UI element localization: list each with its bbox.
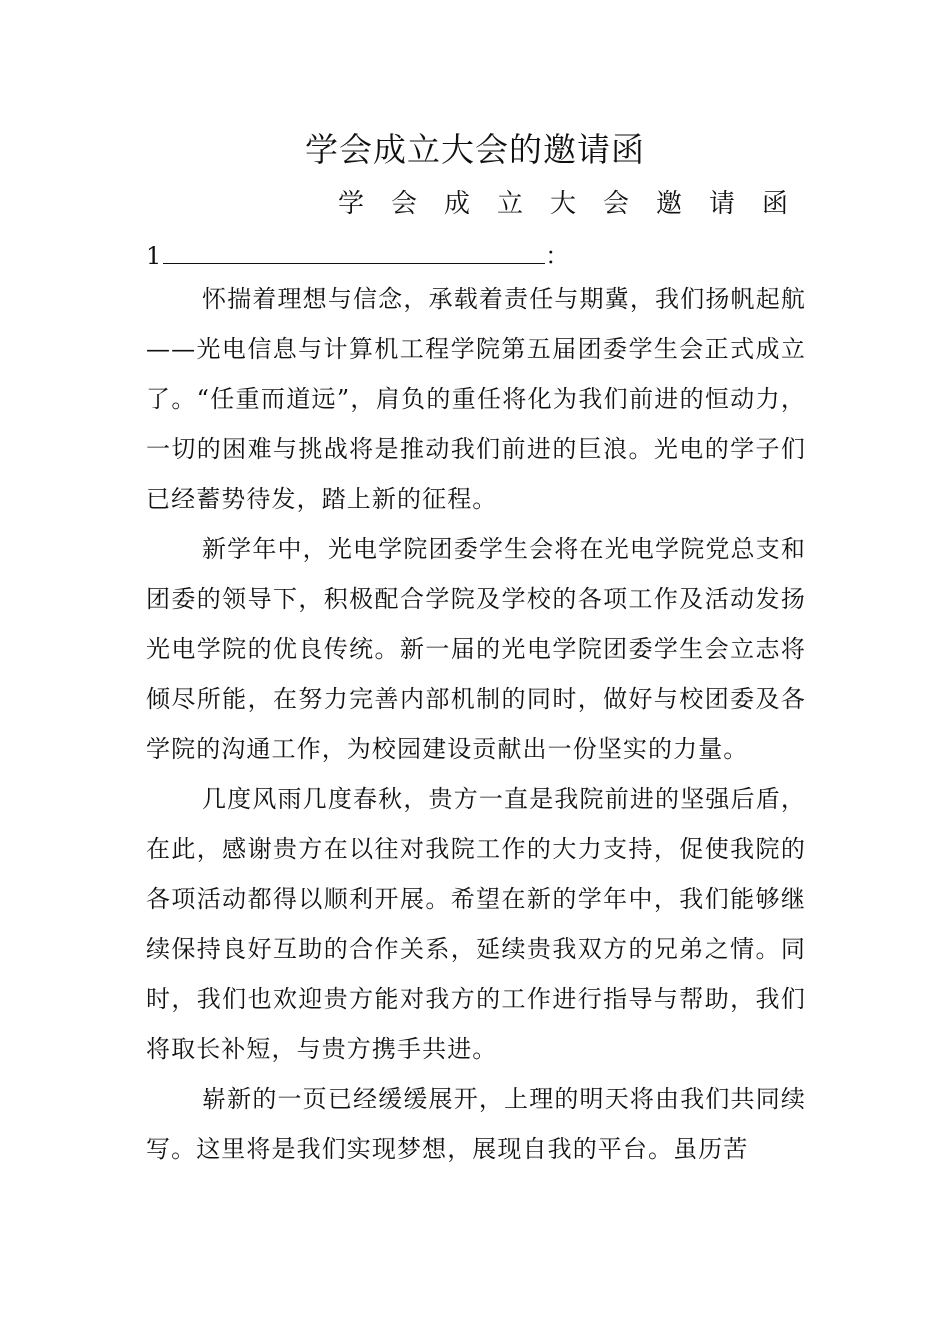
document-subtitle: 学会成立大会邀请函 — [338, 189, 816, 219]
letter-body — [146, 274, 806, 1174]
salutation-suffix: ： — [545, 242, 570, 270]
salutation-prefix: 1 — [146, 242, 162, 270]
paragraph-2: 新学年中，光电学院团委学生会将在光电学院党总支和团委的领导下，积极配合学院及学校的各项工作及活动发扬光电学院的优良传统。新一届的光电学院团委学生会立志将倾尽所能，在努力完善内部机制的同时，做好与校团委及各学院的沟通工作，为校园建设贡献出一份坚实的力量。 — [146, 535, 806, 763]
paragraph-4: 崭新的一页已经缓缓展开，上理的明天将由我们共同续写。这里将是我们实现梦想，展现自我的平台。虽历苦 — [146, 1085, 806, 1163]
paragraph-3: 几度风雨几度春秋，贵方一直是我院前进的坚强后盾，在此，感谢贵方在以往对我院工作的大力支持，促使我院的各项活动都得以顺利开展。希望在新的学年中，我们能够继续保持良好互助的合作关系，延续贵我双方的兄弟之情。同时，我们也欢迎贵方能对我方的工作进行指导与帮助，我们将取长补短，与贵方携手共进。 — [146, 785, 806, 1063]
paragraph-1: 怀揣着理想与信念，承载着责任与期冀，我们扬帆起航——光电信息与计算机工程学院第五届团委学生会正式成立了。“任重而道远”，肩负的重任将化为我们前进的恒动力，一切的困难与挑战将是推动我们前进的巨浪。光电的学子们已经蓄势待发，踏上新的征程。 — [146, 285, 806, 513]
recipient-blank — [163, 243, 545, 264]
salutation-line — [146, 236, 569, 271]
document-title: 学会成立大会的邀请函 — [305, 130, 645, 169]
